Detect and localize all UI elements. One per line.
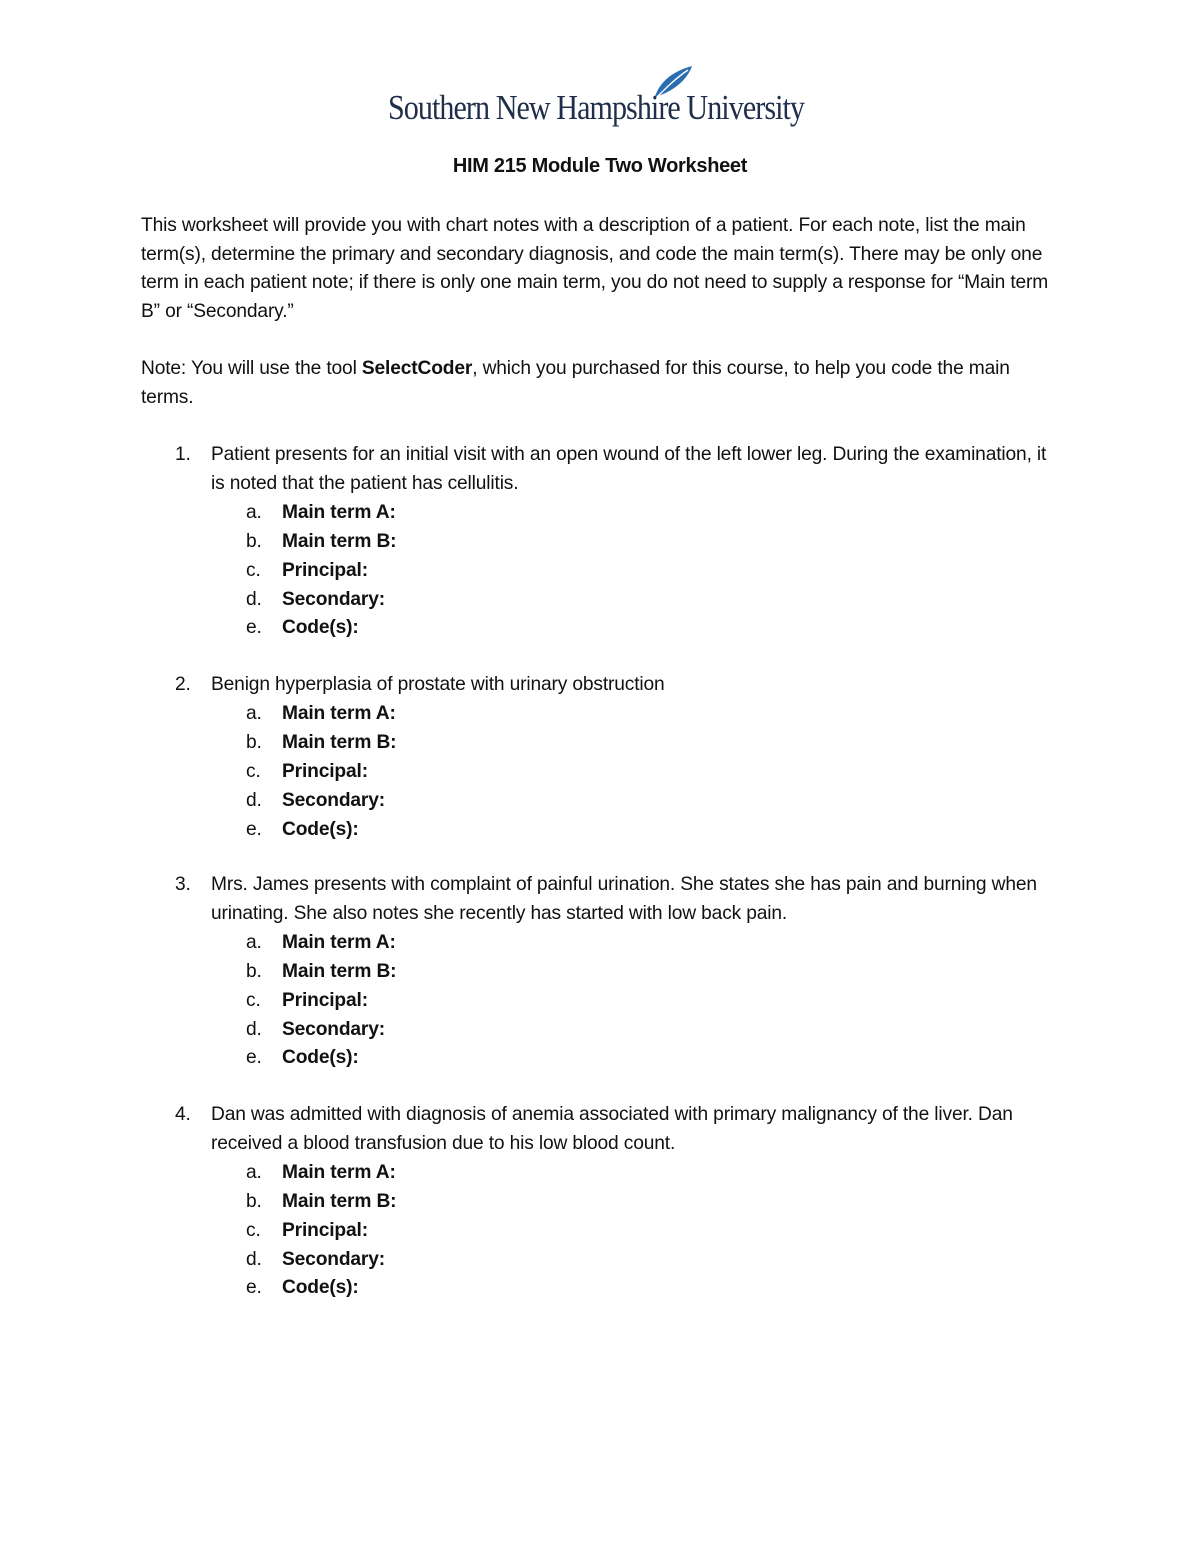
item-label: Code(s): — [282, 818, 359, 840]
question-number: 1. — [175, 444, 191, 465]
item-letter: b. — [246, 731, 262, 753]
list-item — [141, 1159, 1061, 1188]
page-title: HIM 215 Module Two Worksheet — [452, 155, 748, 177]
item-letter: a. — [246, 931, 262, 953]
item-label: Main term A: — [282, 501, 396, 523]
item-letter: e. — [246, 1277, 262, 1299]
question-1 — [141, 441, 1061, 643]
question-text-block — [141, 441, 1061, 499]
item-label: Secondary: — [282, 789, 386, 811]
list-item — [141, 729, 1061, 758]
intro-paragraph: This worksheet will provide you with chart notes with a description of a patient. For each note, list the main term(s), determine the primary and secondary diagnosis, and code the main term(s). There may be only one term in each patient note; if there is only one main term, you do not need to supply a response for “Main term B” or “Secondary.” — [141, 215, 1049, 322]
item-letter: e. — [246, 1047, 262, 1069]
question-number: 4. — [175, 1104, 191, 1125]
question-3 — [141, 871, 1061, 1073]
item-letter: d. — [246, 1248, 262, 1270]
item-label: Code(s): — [282, 1277, 359, 1299]
list-item — [141, 787, 1061, 816]
list-item — [141, 499, 1061, 528]
item-label: Main term A: — [282, 702, 396, 724]
item-label: Principal: — [282, 760, 368, 782]
item-letter: c. — [246, 559, 261, 581]
item-label: Principal: — [282, 989, 368, 1011]
item-letter: a. — [246, 702, 262, 724]
list-item — [141, 1274, 1061, 1303]
question-text: Patient presents for an initial visit with an open wound of the left lower leg. During the examination, it is noted that the patient has cellulitis. — [211, 444, 1047, 494]
question-text: Mrs. James presents with complaint of painful urination. She states she has pain and burning when urinating. She also notes she recently has started with low back pain. — [211, 874, 1037, 924]
item-label: Main term B: — [282, 731, 397, 753]
question-text-block — [141, 1101, 1061, 1159]
question-text: Benign hyperplasia of prostate with urinary obstruction — [211, 674, 665, 695]
question-text: Dan was admitted with diagnosis of anemia associated with primary malignancy of the liver. Dan received a blood transfusion due to his low blood count. — [211, 1104, 1013, 1154]
item-letter: e. — [246, 818, 262, 840]
list-item — [141, 614, 1061, 643]
question-text-block — [141, 871, 1061, 929]
question-text-block — [141, 671, 1061, 700]
list-item — [141, 1044, 1061, 1073]
item-letter: d. — [246, 1018, 262, 1040]
item-letter: a. — [246, 1161, 262, 1183]
note-prefix: Note: You will use the tool — [141, 358, 362, 379]
item-label: Secondary: — [282, 1018, 386, 1040]
list-item — [141, 758, 1061, 787]
item-label: Main term B: — [282, 530, 397, 552]
item-letter: c. — [246, 760, 261, 782]
note-tool-name: SelectCoder — [361, 358, 473, 379]
item-label: Main term A: — [282, 931, 396, 953]
question-number: 2. — [175, 674, 191, 695]
item-label: Main term B: — [282, 960, 397, 982]
item-label: Code(s): — [282, 617, 359, 639]
item-letter: d. — [246, 588, 262, 610]
list-item — [141, 1188, 1061, 1217]
list-item — [141, 958, 1061, 987]
item-letter: c. — [246, 1219, 261, 1241]
item-letter: d. — [246, 789, 262, 811]
list-item — [141, 528, 1061, 557]
list-item — [141, 1217, 1061, 1246]
list-item — [141, 586, 1061, 615]
university-logo — [386, 64, 816, 140]
logo-text: Southern New Hampshire University — [388, 88, 805, 127]
list-item — [141, 816, 1061, 845]
list-item — [141, 700, 1061, 729]
item-label: Principal: — [282, 1219, 368, 1241]
item-label: Secondary: — [282, 1248, 386, 1270]
item-letter: b. — [246, 530, 262, 552]
item-label: Code(s): — [282, 1047, 359, 1069]
item-label: Secondary: — [282, 588, 386, 610]
item-letter: b. — [246, 960, 262, 982]
item-label: Main term A: — [282, 1161, 396, 1183]
question-2 — [141, 671, 1061, 844]
list-item — [141, 1016, 1061, 1045]
item-letter: b. — [246, 1190, 262, 1212]
list-item — [141, 1246, 1061, 1275]
question-4 — [141, 1101, 1061, 1303]
list-item — [141, 557, 1061, 586]
item-label: Principal: — [282, 559, 368, 581]
list-item — [141, 929, 1061, 958]
item-letter: e. — [246, 617, 262, 639]
question-number: 3. — [175, 874, 191, 895]
note-paragraph — [141, 355, 1061, 412]
item-letter: c. — [246, 989, 261, 1011]
item-label: Main term B: — [282, 1190, 397, 1212]
note-suffix: , which you purchased for this course, to help you code the main terms. — [141, 358, 1010, 408]
list-item — [141, 987, 1061, 1016]
item-letter: a. — [246, 501, 262, 523]
